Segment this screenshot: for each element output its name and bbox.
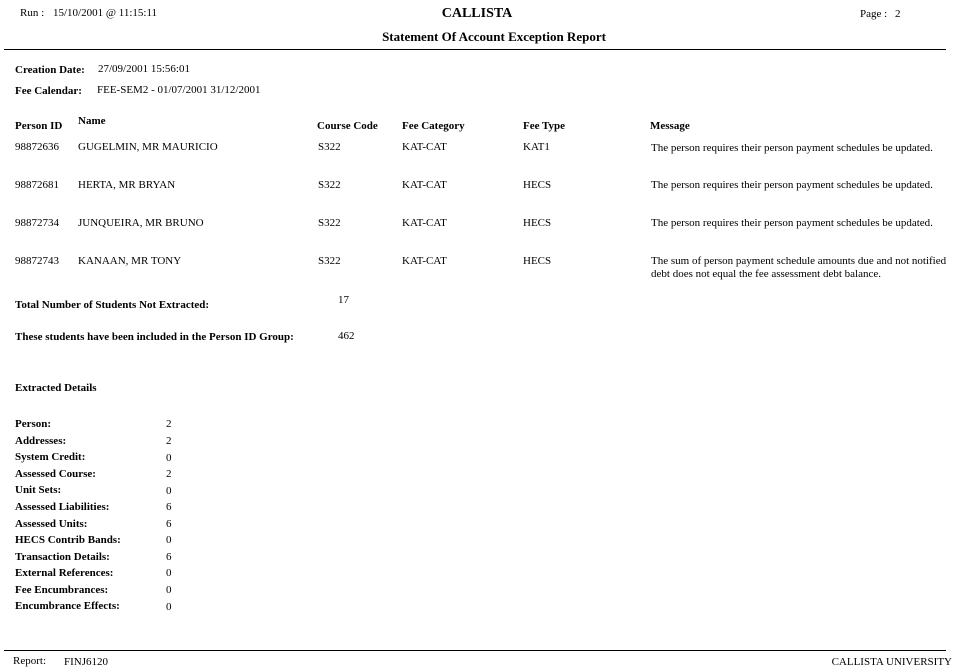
extracted-value-hecs-contrib-bands: 0	[166, 534, 172, 546]
footer-divider	[4, 650, 946, 651]
extracted-label-assessed-units: Assessed Units:	[15, 518, 88, 530]
report-code: FINJ6120	[64, 656, 109, 668]
extracted-label-assessed-course: Assessed Course:	[15, 468, 96, 480]
extracted-label-hecs-contrib-bands: HECS Contrib Bands:	[15, 534, 121, 546]
person-id-group-label: These students have been included in the Person ID Group:	[15, 331, 294, 343]
extracted-label-encumbrance-effects: Encumbrance Effects:	[15, 600, 120, 612]
report-label: Report:	[13, 655, 46, 667]
table-row-course-code: S322	[318, 141, 341, 153]
person-id-group-value: 462	[338, 330, 355, 342]
table-row-name: HERTA, MR BRYAN	[78, 179, 176, 191]
table-row-fee-type: HECS	[523, 179, 552, 191]
extracted-details-heading: Extracted Details	[15, 382, 97, 394]
extracted-value-encumbrance-effects: 0	[166, 601, 172, 613]
extracted-value-fee-encumbrances: 0	[166, 584, 172, 596]
extracted-label-transaction-details: Transaction Details:	[15, 551, 110, 563]
extracted-label-system-credit: System Credit:	[15, 451, 86, 463]
extracted-label-person: Person:	[15, 418, 52, 430]
extracted-value-person: 2	[166, 418, 172, 430]
page-label: Page :	[860, 8, 888, 20]
extracted-label-unit-sets: Unit Sets:	[15, 484, 62, 496]
not-extracted-value: 17	[338, 294, 349, 306]
org-title: CALLISTA	[441, 6, 513, 21]
table-row-message: The sum of person payment schedule amounts due and not notified debt does not equal the fee assessment debt balance.	[651, 255, 947, 280]
col-header-course-code: Course Code	[317, 120, 378, 132]
extracted-value-assessed-liabilities: 6	[166, 501, 172, 513]
extracted-label-addresses: Addresses:	[15, 435, 67, 447]
table-row-person-id: 98872681	[15, 179, 59, 191]
extracted-value-external-references: 0	[166, 567, 172, 579]
extracted-value-system-credit: 0	[166, 452, 172, 464]
col-header-fee-type: Fee Type	[523, 120, 566, 132]
creation-date-value: 27/09/2001 15:56:01	[98, 63, 190, 75]
fee-calendar-value: FEE-SEM2 - 01/07/2001 31/12/2001	[97, 84, 261, 96]
table-row-course-code: S322	[318, 217, 341, 229]
table-row-name: GUGELMIN, MR MAURICIO	[78, 141, 218, 153]
extracted-value-assessed-units: 6	[166, 518, 172, 530]
table-row-fee-category: KAT-CAT	[402, 217, 447, 229]
table-row-course-code: S322	[318, 255, 341, 267]
institution-name: CALLISTA UNIVERSITY	[831, 656, 952, 668]
run-label: Run :	[20, 7, 45, 19]
table-row-fee-type: HECS	[523, 255, 552, 267]
table-row-message: The person requires their person payment schedules be updated.	[651, 142, 933, 154]
extracted-value-transaction-details: 6	[166, 551, 172, 563]
extracted-label-fee-encumbrances: Fee Encumbrances:	[15, 584, 109, 596]
fee-calendar-label: Fee Calendar:	[15, 85, 82, 97]
table-row-fee-type: KAT1	[523, 141, 550, 153]
table-row-fee-category: KAT-CAT	[402, 179, 447, 191]
table-row-fee-type: HECS	[523, 217, 552, 229]
table-row-name: JUNQUEIRA, MR BRUNO	[78, 217, 204, 229]
run-timestamp: 15/10/2001 @ 11:15:11	[53, 7, 158, 19]
extracted-label-external-references: External References:	[15, 567, 114, 579]
table-row-person-id: 98872636	[15, 141, 59, 153]
table-row-person-id: 98872743	[15, 255, 59, 267]
table-row-fee-category: KAT-CAT	[402, 141, 447, 153]
extracted-label-assessed-liabilities: Assessed Liabilities:	[15, 501, 110, 513]
header-divider	[4, 49, 946, 50]
col-header-name: Name	[78, 115, 106, 127]
col-header-message: Message	[650, 120, 690, 132]
table-row-person-id: 98872734	[15, 217, 59, 229]
creation-date-label: Creation Date:	[15, 64, 85, 76]
not-extracted-label: Total Number of Students Not Extracted:	[15, 299, 210, 311]
table-row-message: The person requires their person payment schedules be updated.	[651, 179, 933, 191]
report-title: Statement Of Account Exception Report	[382, 29, 606, 44]
table-row-message: The person requires their person payment schedules be updated.	[651, 217, 933, 229]
col-header-person-id: Person ID	[15, 120, 63, 132]
extracted-value-addresses: 2	[166, 435, 172, 447]
table-row-name: KANAAN, MR TONY	[78, 255, 182, 267]
extracted-value-unit-sets: 0	[166, 485, 172, 497]
table-row-fee-category: KAT-CAT	[402, 255, 447, 267]
page-number: 2	[895, 8, 901, 20]
col-header-fee-category: Fee Category	[402, 120, 465, 132]
extracted-value-assessed-course: 2	[166, 468, 172, 480]
table-row-course-code: S322	[318, 179, 341, 191]
